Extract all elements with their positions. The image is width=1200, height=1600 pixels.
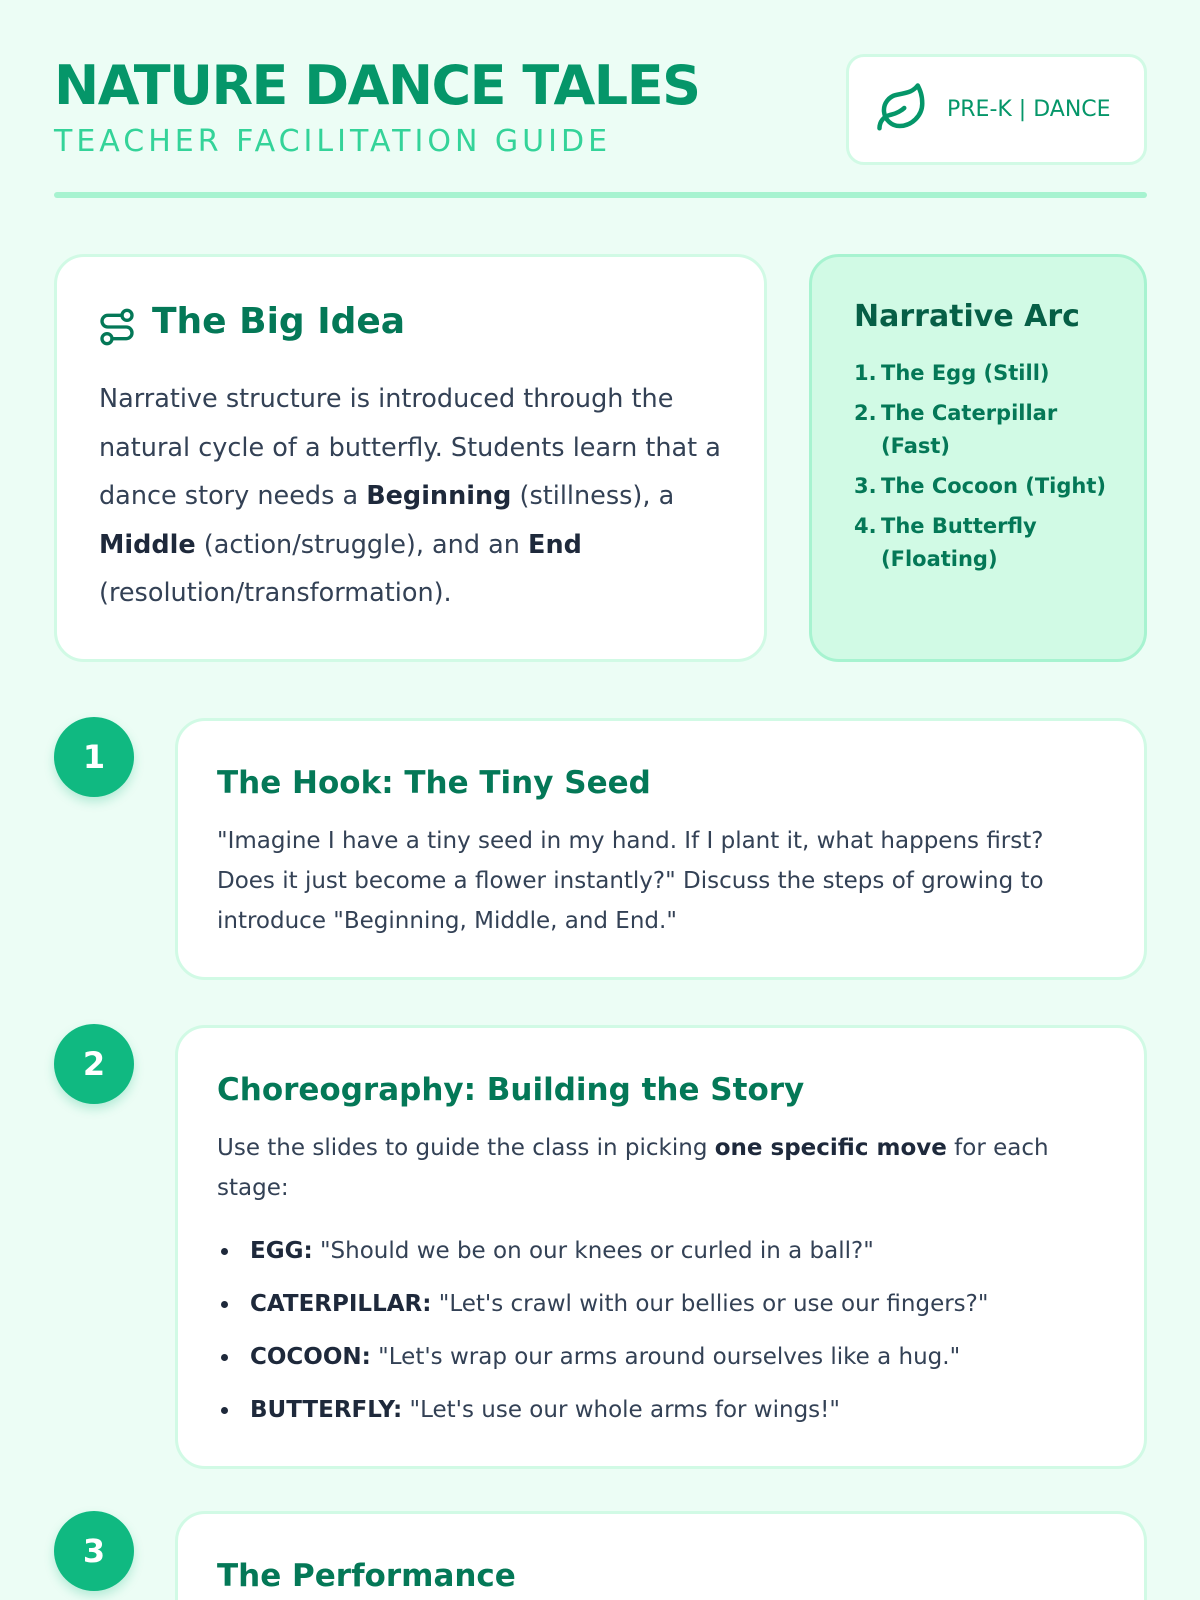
big-idea-text: Narrative structure is introduced through the natural cycle of a butterfly. Students learn that a dance story needs a Beginning (stillness), a Middle (action/struggle), and an End (resolution/transformation). — [99, 384, 721, 608]
step-card-hook — [175, 718, 1147, 980]
grade-subject-tag — [846, 54, 1147, 165]
narrative-arc-list — [854, 357, 1124, 583]
stage-move-list — [217, 1231, 1117, 1443]
list-item: EGG: "Should we be on our knees or curled in a ball?" — [217, 1231, 1117, 1284]
term-end: End — [528, 529, 582, 560]
header-divider — [54, 192, 1147, 198]
list-item: COCOON: "Let's wrap our arms around ourselves like a hug." — [217, 1337, 1117, 1390]
route-icon — [97, 307, 137, 347]
big-idea-card — [54, 254, 767, 662]
term-middle: Middle — [99, 529, 196, 560]
step-number-badge: 3 — [54, 1511, 134, 1591]
big-idea-heading: The Big Idea — [152, 301, 406, 342]
page-subtitle: TEACHER FACILITATION GUIDE — [54, 124, 612, 159]
step-number-badge: 1 — [54, 717, 134, 797]
page-header — [54, 0, 1147, 200]
step-text: Use the slides to guide the class in picking one specific move for each stage: — [217, 1135, 1049, 1201]
narrative-arc-heading: Narrative Arc — [854, 299, 1080, 334]
step-card-choreography — [175, 1025, 1147, 1469]
facilitation-guide-page — [54, 0, 1147, 1594]
arc-item-caterpillar: 2. The Caterpillar (Fast) — [854, 401, 1058, 458]
arc-item-cocoon: 3. The Cocoon (Tight) — [854, 474, 1106, 498]
arc-item-egg: 1. The Egg (Still) — [854, 361, 1050, 385]
grade-subject-label: PRE-K | DANCE — [947, 97, 1111, 122]
list-item: BUTTERFLY: "Let's use our whole arms for wings!" — [217, 1390, 1117, 1443]
step-title: The Performance — [217, 1558, 516, 1594]
step-card-performance — [175, 1511, 1147, 1600]
step-number-badge: 2 — [54, 1024, 134, 1104]
page-title: NATURE DANCE TALES — [54, 54, 700, 117]
list-item: CATERPILLAR: "Let's crawl with our bellies or use our fingers?" — [217, 1284, 1117, 1337]
leaf-icon — [875, 81, 929, 135]
step-title: The Hook: The Tiny Seed — [217, 765, 651, 801]
arc-item-butterfly: 4. The Butterfly (Floating) — [854, 514, 1037, 571]
step-text: "Imagine I have a tiny seed in my hand. If I plant it, what happens first? Does it just become a flower instantly?" Discuss the steps of growing to introduce "Beginning, Middle, and End." — [217, 828, 1044, 934]
step-title: Choreography: Building the Story — [217, 1072, 805, 1108]
term-beginning: Beginning — [366, 481, 512, 511]
narrative-arc-card — [809, 254, 1147, 662]
